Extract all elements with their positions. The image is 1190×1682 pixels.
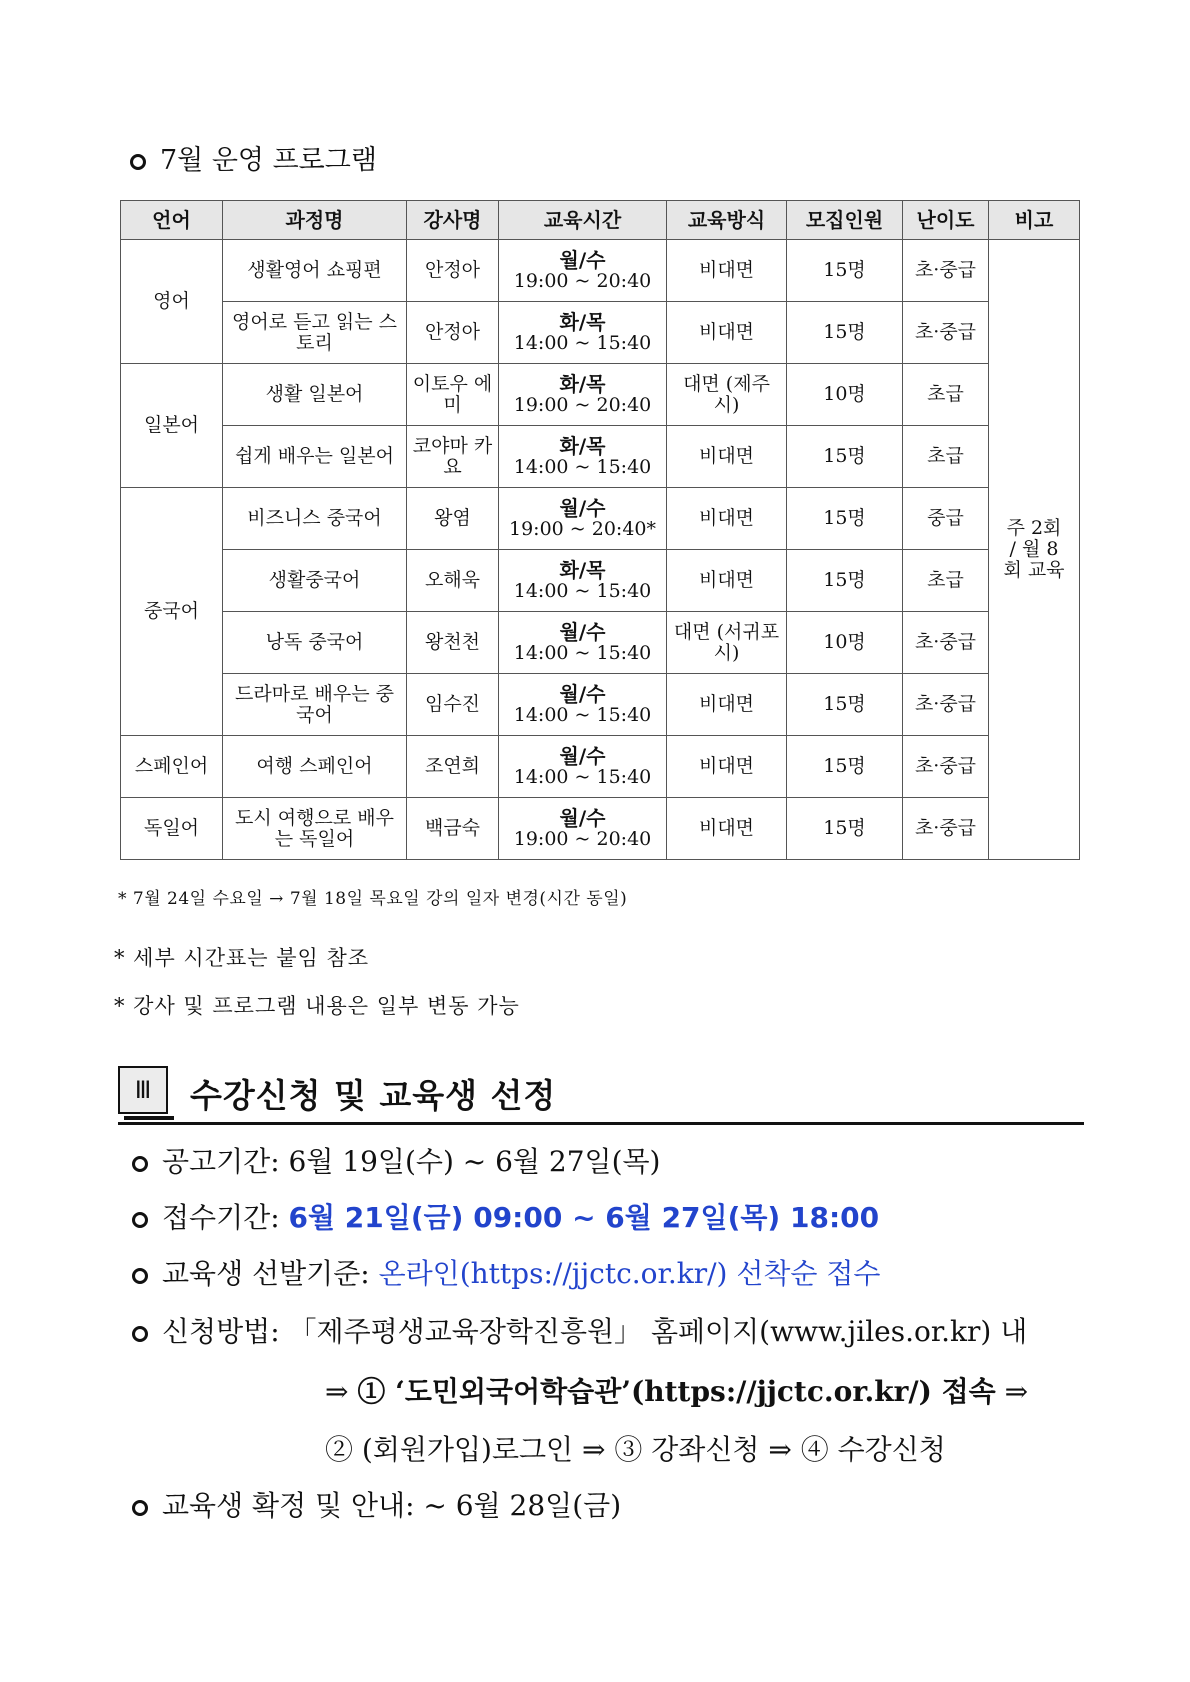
lang-cell: 영어 (121, 240, 223, 364)
day-text: 화/목 (559, 433, 606, 458)
section-program-title-text: 7월 운영 프로그램 (160, 145, 377, 176)
method-cell: 비대면 (667, 736, 787, 798)
lang-cell: 독일어 (121, 798, 223, 860)
day-text: 월/수 (559, 681, 606, 706)
table-row (121, 674, 1080, 736)
criteria-label: 교육생 선발기준: (162, 1257, 379, 1290)
time-text: 14:00 ~ 15:40 (513, 703, 652, 726)
table-footnote: * 7월 24일 수요일 → 7월 18일 목요일 강의 일자 변경(시간 동일) (118, 889, 628, 909)
receipt-label: 접수기간: (162, 1201, 289, 1234)
count-cell: 15명 (787, 302, 903, 364)
count-cell: 10명 (787, 364, 903, 426)
circle-bullet-icon (132, 1326, 148, 1342)
teacher-cell: 왕염 (407, 488, 499, 550)
time-cell (499, 302, 667, 364)
time-text: 14:00 ~ 15:40 (513, 455, 652, 478)
apply-step-line-1 (325, 1370, 1028, 1410)
day-text: 월/수 (559, 619, 606, 644)
count-cell: 15명 (787, 798, 903, 860)
lang-cell: 일본어 (121, 364, 223, 488)
circle-bullet-icon (132, 1268, 148, 1284)
course-cell: 생활중국어 (223, 550, 407, 612)
teacher-cell: 안정아 (407, 240, 499, 302)
time-cell (499, 426, 667, 488)
course-cell: 낭독 중국어 (223, 612, 407, 674)
time-text: 14:00 ~ 15:40 (513, 765, 652, 788)
level-cell: 초·중급 (903, 302, 989, 364)
level-cell: 초급 (903, 426, 989, 488)
day-text: 월/수 (559, 743, 606, 768)
lang-cell: 스페인어 (121, 736, 223, 798)
circle-bullet-icon (130, 154, 146, 170)
table-header-row (121, 201, 1080, 240)
course-cell: 생활영어 쇼핑편 (223, 240, 407, 302)
table-row (121, 488, 1080, 550)
time-text: 14:00 ~ 15:40 (513, 331, 652, 354)
apply-step-line-2: ② (회원가입)로그인 ⇒ ③ 강좌신청 ⇒ ④ 수강신청 (325, 1433, 946, 1466)
day-text: 월/수 (559, 805, 606, 830)
time-cell (499, 736, 667, 798)
time-cell (499, 240, 667, 302)
time-text: 14:00 ~ 15:40 (513, 579, 652, 602)
confirm-line (132, 1484, 621, 1524)
method-cell: 대면 (제주시) (667, 364, 787, 426)
teacher-cell: 코야마 카요 (407, 426, 499, 488)
count-cell: 15명 (787, 426, 903, 488)
time-cell (499, 612, 667, 674)
course-cell: 도시 여행으로 배우는 독일어 (223, 798, 407, 860)
apply-method-line (132, 1310, 1027, 1350)
day-text: 월/수 (559, 495, 606, 520)
section-program-title (130, 138, 377, 177)
course-cell: 드라마로 배우는 중국어 (223, 674, 407, 736)
section3-number: Ⅲ (118, 1066, 168, 1114)
header-course: 과정명 (223, 201, 407, 240)
time-text: 19:00 ~ 20:40 (513, 393, 652, 416)
table-row (121, 612, 1080, 674)
time-text: 19:00 ~ 20:40 (513, 827, 652, 850)
circle-bullet-icon (132, 1156, 148, 1172)
step-arrow-end: ⇒ (995, 1375, 1029, 1408)
time-cell (499, 674, 667, 736)
teacher-cell: 임수진 (407, 674, 499, 736)
level-cell: 초·중급 (903, 798, 989, 860)
method-cell: 비대면 (667, 426, 787, 488)
circle-bullet-icon (132, 1500, 148, 1516)
level-cell: 초·중급 (903, 736, 989, 798)
table-row (121, 364, 1080, 426)
day-text: 화/목 (559, 557, 606, 582)
time-text: 19:00 ~ 20:40 (513, 269, 652, 292)
teacher-cell: 조연희 (407, 736, 499, 798)
criteria-value: 온라인(https://jjctc.or.kr/) 선착순 접수 (378, 1257, 881, 1290)
method-cell: 비대면 (667, 302, 787, 364)
time-cell (499, 488, 667, 550)
count-cell: 15명 (787, 240, 903, 302)
receipt-period-line (132, 1196, 879, 1236)
course-cell: 생활 일본어 (223, 364, 407, 426)
level-cell: 초·중급 (903, 674, 989, 736)
criteria-line (132, 1252, 880, 1292)
level-cell: 초·중급 (903, 240, 989, 302)
method-cell: 비대면 (667, 798, 787, 860)
receipt-value: 6월 21일(금) 09:00 ~ 6월 27일(목) 18:00 (288, 1201, 880, 1234)
count-cell: 15명 (787, 736, 903, 798)
teacher-cell: 오해욱 (407, 550, 499, 612)
day-text: 화/목 (559, 371, 606, 396)
time-cell (499, 364, 667, 426)
method-label: 신청방법: (162, 1315, 289, 1348)
teacher-cell: 백금숙 (407, 798, 499, 860)
time-text: 19:00 ~ 20:40* (508, 517, 656, 540)
course-cell: 여행 스페인어 (223, 736, 407, 798)
method-value: 「제주평생교육장학진흥원」 홈페이지(www.jiles.or.kr) 내 (288, 1315, 1028, 1348)
course-cell: 쉽게 배우는 일본어 (223, 426, 407, 488)
time-cell (499, 798, 667, 860)
day-text: 화/목 (559, 309, 606, 334)
teacher-cell: 왕천천 (407, 612, 499, 674)
circle-bullet-icon (132, 1212, 148, 1228)
teacher-cell: 안정아 (407, 302, 499, 364)
note-timetable: * 세부 시간표는 붙임 참조 (114, 946, 370, 970)
count-cell: 15명 (787, 550, 903, 612)
table-row (121, 240, 1080, 302)
section3-title: 수강신청 및 교육생 선정 (190, 1076, 557, 1115)
note-change: * 강사 및 프로그램 내용은 일부 변동 가능 (114, 994, 520, 1018)
remark-cell: 주 2회 / 월 8회 교육 (989, 240, 1080, 860)
notice-value: 6월 19일(수) ~ 6월 27일(목) (288, 1145, 661, 1178)
day-text: 월/수 (559, 247, 606, 272)
method-cell: 비대면 (667, 240, 787, 302)
level-cell: 초급 (903, 364, 989, 426)
method-cell: 대면 (서귀포시) (667, 612, 787, 674)
header-lang: 언어 (121, 201, 223, 240)
count-cell: 15명 (787, 674, 903, 736)
level-cell: 초급 (903, 550, 989, 612)
program-table (120, 200, 1080, 860)
level-cell: 중급 (903, 488, 989, 550)
lang-cell: 중국어 (121, 488, 223, 736)
confirm-value: ~ 6월 28일(금) (423, 1489, 622, 1522)
notice-period-line (132, 1140, 660, 1180)
table-row (121, 736, 1080, 798)
time-cell (499, 550, 667, 612)
confirm-label: 교육생 확정 및 안내: (162, 1489, 424, 1522)
table-row (121, 426, 1080, 488)
step-arrow: ⇒ (325, 1375, 358, 1408)
table-row (121, 550, 1080, 612)
header-remark: 비고 (989, 201, 1080, 240)
table-row (121, 302, 1080, 364)
header-level: 난이도 (903, 201, 989, 240)
step-access: ① ‘도민외국어학습관’(https://jjctc.or.kr/) 접속 (357, 1375, 996, 1408)
method-cell: 비대면 (667, 674, 787, 736)
header-teacher: 강사명 (407, 201, 499, 240)
course-cell: 영어로 듣고 읽는 스토리 (223, 302, 407, 364)
teacher-cell: 이토우 에미 (407, 364, 499, 426)
count-cell: 15명 (787, 488, 903, 550)
section3-header (118, 1066, 1084, 1125)
course-cell: 비즈니스 중국어 (223, 488, 407, 550)
table-row (121, 798, 1080, 860)
count-cell: 10명 (787, 612, 903, 674)
header-count: 모집인원 (787, 201, 903, 240)
header-time: 교육시간 (499, 201, 667, 240)
method-cell: 비대면 (667, 550, 787, 612)
header-method: 교육방식 (667, 201, 787, 240)
time-text: 14:00 ~ 15:40 (513, 641, 652, 664)
level-cell: 초·중급 (903, 612, 989, 674)
notice-label: 공고기간: (162, 1145, 289, 1178)
method-cell: 비대면 (667, 488, 787, 550)
